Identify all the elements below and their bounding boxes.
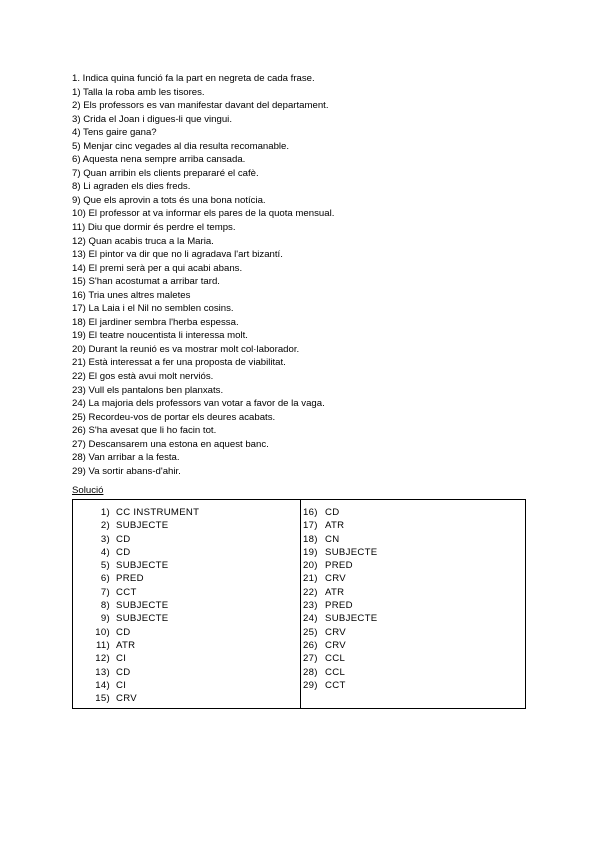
solution-answer: PRED bbox=[116, 573, 144, 585]
solution-answer: CRV bbox=[325, 573, 346, 585]
question-item: 2) Els professors es van manifestar davant del departament. bbox=[72, 100, 329, 112]
solution-answer: CRV bbox=[325, 626, 346, 638]
solution-row bbox=[73, 546, 300, 559]
solution-row bbox=[301, 559, 525, 572]
question-item: 17) La Laia i el Nil no semblen cosins. bbox=[72, 303, 234, 315]
question-item: 7) Quan arribin els clients prepararé el cafè. bbox=[72, 167, 259, 179]
solution-answer: PRED bbox=[325, 560, 353, 572]
question-item: 14) El premi serà per a qui acabi abans. bbox=[72, 262, 243, 274]
solution-answer: SUBJECTE bbox=[116, 613, 169, 625]
solution-answer: CRV bbox=[116, 693, 137, 705]
solution-number: 6) bbox=[100, 573, 110, 585]
solution-number: 1) bbox=[100, 507, 110, 518]
solution-number: 11) bbox=[95, 639, 110, 651]
question-item: 22) El gos està avui molt nerviós. bbox=[72, 371, 214, 383]
exercise-title: 1. Indica quina funció fa la part en negreta de cada frase. bbox=[72, 73, 315, 84]
question-item: 19) El teatre noucentista li interessa molt. bbox=[72, 330, 248, 342]
solution-answer: CD bbox=[325, 507, 340, 518]
solution-number: 12) bbox=[95, 653, 110, 665]
question-item: 29) Va sortir abans-d'ahir. bbox=[72, 465, 181, 477]
exercise-section bbox=[72, 72, 532, 478]
solution-answer: CRV bbox=[325, 639, 346, 651]
solution-heading: Solució bbox=[72, 485, 104, 496]
solution-row bbox=[301, 599, 525, 612]
solution-row bbox=[301, 506, 525, 519]
solution-row bbox=[73, 559, 300, 572]
question-item: 27) Descansarem una estona en aquest banc. bbox=[72, 438, 269, 450]
solution-row bbox=[301, 666, 525, 679]
solution-answer: CCL bbox=[325, 653, 346, 665]
question-item: 18) El jardiner sembra l'herba espessa. bbox=[72, 316, 239, 328]
solution-answer: CN bbox=[325, 533, 340, 545]
solution-number: 9) bbox=[100, 613, 110, 625]
question-item: 26) S'ha avesat que li ho facin tot. bbox=[72, 425, 217, 437]
solution-row bbox=[301, 626, 525, 639]
solution-number: 17) bbox=[303, 520, 318, 532]
question-item: 10) El professor at va informar els pares de la quota mensual. bbox=[72, 208, 335, 220]
solution-answer: CCT bbox=[116, 586, 137, 598]
solution-number: 18) bbox=[303, 533, 318, 545]
solution-number: 15) bbox=[95, 693, 110, 705]
solution-number: 19) bbox=[303, 546, 318, 558]
solution-row bbox=[301, 652, 525, 665]
solution-number: 25) bbox=[303, 626, 318, 638]
solution-answer: ATR bbox=[116, 639, 136, 651]
solution-row bbox=[73, 586, 300, 599]
solution-row bbox=[301, 519, 525, 532]
question-item: 28) Van arribar a la festa. bbox=[72, 452, 180, 464]
solution-row bbox=[73, 652, 300, 665]
question-item: 9) Que els aprovin a tots és una bona notícia. bbox=[72, 194, 266, 206]
solution-answer: CC INSTRUMENT bbox=[116, 507, 200, 518]
solution-number: 22) bbox=[303, 586, 318, 598]
question-item: 6) Aquesta nena sempre arriba cansada. bbox=[72, 154, 246, 166]
solution-row bbox=[73, 572, 300, 585]
solution-answer: SUBJECTE bbox=[116, 600, 169, 612]
solution-number: 8) bbox=[100, 600, 110, 612]
solution-number: 27) bbox=[303, 653, 318, 665]
question-item: 20) Durant la reunió es va mostrar molt col·laborador. bbox=[72, 343, 300, 355]
solution-row bbox=[73, 506, 300, 519]
solution-row bbox=[73, 533, 300, 546]
solution-answer: CI bbox=[116, 679, 127, 691]
question-item: 25) Recordeu-vos de portar els deures acabats. bbox=[72, 411, 276, 423]
solution-answer: ATR bbox=[325, 520, 345, 532]
solution-number: 29) bbox=[303, 679, 318, 691]
solution-number: 2) bbox=[100, 520, 110, 532]
solution-answer: PRED bbox=[325, 600, 353, 612]
question-item: 1) Talla la roba amb les tisores. bbox=[72, 86, 205, 98]
solution-row bbox=[73, 612, 300, 625]
solution-number: 10) bbox=[95, 626, 110, 638]
solution-number: 3) bbox=[100, 533, 110, 545]
solution-answer: ATR bbox=[325, 586, 345, 598]
solution-row bbox=[73, 666, 300, 679]
question-item: 24) La majoria dels professors van votar a favor de la vaga. bbox=[72, 398, 325, 410]
solution-answer: CCT bbox=[325, 679, 346, 691]
solution-row bbox=[73, 519, 300, 532]
solution-number: 28) bbox=[303, 666, 318, 678]
question-item: 13) El pintor va dir que no li agradava l'art bizantí. bbox=[72, 249, 283, 261]
question-item: 16) Tria unes altres maletes bbox=[72, 289, 191, 301]
solution-answer: CI bbox=[116, 653, 127, 665]
solution-number: 4) bbox=[100, 546, 110, 558]
solution-row bbox=[73, 626, 300, 639]
solution-number: 5) bbox=[100, 560, 110, 572]
solution-column-left bbox=[73, 500, 301, 708]
solution-number: 24) bbox=[303, 613, 318, 625]
solution-answer: SUBJECTE bbox=[116, 560, 169, 572]
solution-answer: CD bbox=[116, 626, 131, 638]
solution-number: 23) bbox=[303, 600, 318, 612]
solution-answer: CCL bbox=[325, 666, 346, 678]
question-list bbox=[72, 86, 532, 479]
question-item: 4) Tens gaire gana? bbox=[72, 127, 157, 139]
solution-number: 26) bbox=[303, 639, 318, 651]
solution-row bbox=[301, 533, 525, 546]
solution-answer: CD bbox=[116, 533, 131, 545]
solution-number: 13) bbox=[95, 666, 110, 678]
solution-number: 20) bbox=[303, 560, 318, 572]
question-item: 23) Vull els pantalons ben planxats. bbox=[72, 384, 224, 396]
solution-answer: CD bbox=[116, 546, 131, 558]
solution-number: 21) bbox=[303, 573, 318, 585]
solution-number: 7) bbox=[100, 586, 110, 598]
solution-list-right bbox=[301, 506, 525, 692]
question-item: 12) Quan acabis truca a la Maria. bbox=[72, 235, 214, 247]
solution-answer: SUBJECTE bbox=[116, 520, 169, 532]
question-item: 3) Crida el Joan i digues-li que vingui. bbox=[72, 113, 232, 125]
solution-row bbox=[73, 639, 300, 652]
question-item: 15) S'han acostumat a arribar tard. bbox=[72, 276, 220, 288]
solution-row bbox=[73, 692, 300, 705]
solution-answer: CD bbox=[116, 666, 131, 678]
question-item: 21) Està interessat a fer una proposta de viabilitat. bbox=[72, 357, 286, 369]
solution-row bbox=[73, 679, 300, 692]
question-item: 11) Diu que dormir és perdre el temps. bbox=[72, 222, 236, 234]
solution-number: 14) bbox=[95, 679, 110, 691]
solution-row bbox=[73, 599, 300, 612]
solution-row bbox=[301, 639, 525, 652]
solution-column-right bbox=[301, 500, 525, 708]
solution-number: 16) bbox=[303, 507, 318, 518]
solution-row bbox=[301, 679, 525, 692]
question-item: 8) Li agraden els dies freds. bbox=[72, 181, 191, 193]
solution-row bbox=[301, 546, 525, 559]
solution-row bbox=[301, 572, 525, 585]
solution-list-left bbox=[73, 506, 300, 705]
solution-table bbox=[72, 499, 526, 709]
solution-row bbox=[301, 586, 525, 599]
solution-answer: SUBJECTE bbox=[325, 546, 378, 558]
question-item: 5) Menjar cinc vegades al dia resulta recomanable. bbox=[72, 140, 290, 152]
solution-row bbox=[301, 612, 525, 625]
solution-answer: SUBJECTE bbox=[325, 613, 378, 625]
